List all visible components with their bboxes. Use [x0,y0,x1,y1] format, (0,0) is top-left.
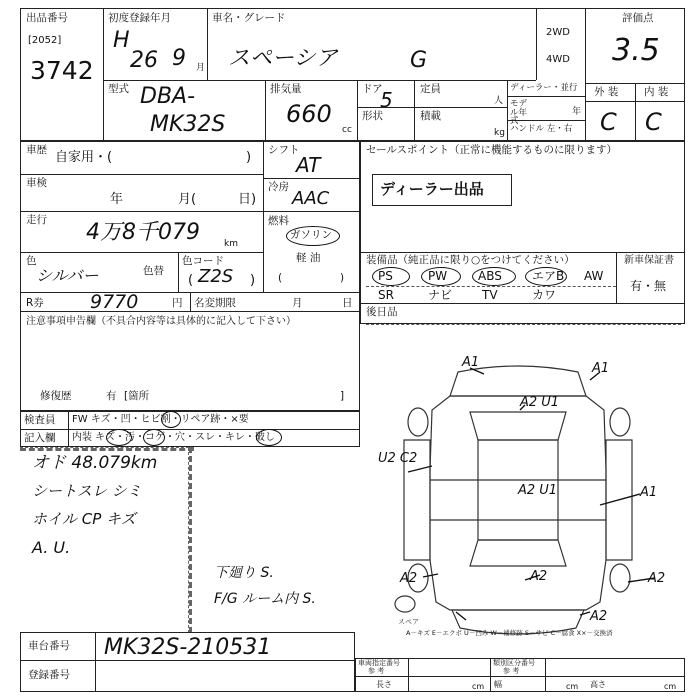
height-label: 高さ [590,680,606,689]
shift-label: シフト [268,144,300,156]
exterior-label: 外 装 [594,86,619,98]
note-underbody: 下廻り S. [214,565,274,581]
fuel-paren-close: ) [340,272,345,284]
lot-number: 3742 [30,56,94,85]
model-label: 型式 [108,83,129,95]
model-line1: DBA- [140,84,196,109]
recycle-unit: 円 [172,297,183,309]
reference-label-1: 参 考 [368,667,385,675]
wheel-rr [610,564,630,592]
equip-pw: PW [428,269,448,283]
fuel-paren-open: ( [278,272,283,284]
car-name: スペーシア [228,46,338,71]
length-cm: cm [472,682,485,691]
doors-value: 5 [380,88,393,112]
displacement-unit: cc [342,125,352,135]
color-value: シルバー [36,266,99,285]
mark-hood: A2 U1 [520,395,560,410]
displacement-label: 排気量 [270,83,302,95]
drive-4wd: 4WD [546,54,570,65]
equip-tv: TV [482,288,498,302]
roof [478,440,558,540]
equipment-label: 装備品（純正品に限り○をつけてください） [366,254,575,266]
chassis-number: MK32S-210531 [104,635,272,660]
repair-close: ] [340,390,345,402]
capacity-label: 定員 [420,83,441,95]
note-wheel: ホイル CP キズ [32,510,136,528]
grade: G [410,48,428,73]
checker-label: 検査員 [24,414,56,426]
chassis-label: 車台番号 [28,640,70,652]
color-code-close: ) [250,273,256,288]
color-code-value: Z2S [198,266,234,287]
inspection-label: 車検 [26,177,47,189]
wheel-fr [610,408,630,436]
classification-label: 類別区分番号 [493,659,535,667]
capacity-unit: 人 [494,96,504,106]
interior-label: 内 装 [644,86,669,98]
designated-label: 車両指定番号 [358,659,400,667]
mark-front-left: A1 [462,355,480,370]
inspection-year: 年 [110,192,124,207]
first-reg-label: 初度登録年月 [108,12,171,24]
rear-glass [470,540,566,566]
name-change-label: 名変期限 [194,297,236,309]
spare-label: スペア [398,618,419,626]
score-value: 3.5 [612,33,660,68]
recycle-amount: 9770 [90,291,139,313]
interior-grade: C [645,108,662,136]
drive-2wd: 2WD [546,27,570,38]
circle-dirt [143,429,165,446]
width-cm: cm [566,682,579,691]
dealer-stamp-text: ディーラー出品 [380,180,484,198]
equip-sr: SR [378,288,394,302]
score-label: 評価点 [622,12,654,24]
circle-dent [161,411,181,428]
reg-year: 26 [130,48,158,73]
mark-rear-glass: A2 [530,569,548,584]
history-value: 自家用・( [55,150,113,165]
car-name-label: 車名・グレード [212,12,286,24]
load-unit: kg [494,128,505,138]
right-side-door [606,440,632,560]
circle-wear [256,429,282,446]
lot-label: 出品番号 [26,12,68,24]
aircon-value: AAC [292,188,330,209]
equip-aw: AW [584,269,604,283]
circle-scratch [106,429,132,446]
note-room: F/G ルーム内 S. [214,591,316,607]
mileage-value: 4万8千079 [86,220,200,245]
load-label: 積載 [420,110,441,122]
displacement-value: 660 [286,100,332,128]
circle-abs [472,267,516,286]
circle-pw [421,267,461,286]
reg-month: 9 [172,46,186,71]
after-seat-label: 後日品 [366,306,398,318]
height-cm: cm [664,682,677,691]
mileage-unit: km [224,239,238,249]
warranty-value: 有・無 [630,279,667,293]
mark-front-right: A1 [592,361,610,376]
fuel-label: 燃料 [268,215,289,227]
name-change-month: 月 [292,297,303,309]
length-label: 長さ [376,680,392,689]
reg-number-label: 登録番号 [28,669,70,681]
color-code-open: ( [188,273,194,288]
inspection-month: 月( [178,192,197,207]
equip-airbag: エアB [532,269,565,283]
mark-left-side: U2 C2 [378,451,418,466]
repair-label: 修復歴 [40,390,72,402]
wheel-rl [408,564,428,592]
inspector-row1: FW キズ・凹・ヒビ割・リペア跡・×要 [72,414,249,425]
fuel-value: ガソリン [290,229,332,241]
mileage-label: 走行 [26,214,47,226]
color-label: 色 [26,255,37,267]
color-code-label: 色コード [182,255,224,267]
name-change-day: 日 [342,297,353,309]
note-seat: シートスレ シミ [32,482,142,500]
reg-era: H [113,28,130,53]
spare-tire [395,596,415,612]
shape-label: 形状 [362,110,383,122]
recycle-label: R券 [26,297,44,309]
lot-code: [2052] [28,35,62,46]
model-year-unit: 年 [572,107,582,117]
equip-leather: カワ [532,288,557,302]
circle-airbag [525,267,567,286]
color-change-label: 色替 [143,265,164,277]
front-bumper [450,366,586,396]
note-odometer: オド 48.079km [32,453,158,473]
dealer-label: ディーラー・並行 [510,83,578,93]
inspection-day: 日) [238,192,257,207]
mark-rear-right: A2 [648,571,666,586]
shift-value: AT [296,153,321,177]
mark-roof: A2 U1 [518,483,558,498]
car-outline [430,396,606,610]
history-close: ) [246,150,252,165]
windshield [470,412,566,440]
repair-value: 有 [106,390,117,402]
model-year-label: モデル年式 [510,99,528,126]
writer-label: 記入欄 [24,432,56,444]
history-label: 車歴 [26,144,47,156]
equipment-row2 [366,286,616,304]
equip-ps: PS [378,269,393,283]
note-au: A. U. [32,538,71,557]
equip-abs: ABS [478,269,502,283]
mark-rear-bumper: A2 [590,609,608,624]
handle-label: ハンドル 左・右 [510,124,573,134]
warranty-label: 新車保証書 [624,255,674,266]
aircon-label: 冷房 [268,181,289,193]
inspector-row2: 内装 キズ・汚・コゲ・穴・スレ・キレ・破し [72,432,275,443]
reg-month-unit: 月 [196,63,206,73]
mark-rear-left: A2 [400,571,418,586]
wheel-fl [408,408,428,436]
fuel-diesel: 軽 油 [296,252,321,264]
notes-label: 注意事項申告欄（不具合内容等は具体的に記入して下さい） [26,316,296,327]
left-side-door [404,440,430,560]
width-label: 幅 [494,680,502,689]
damage-legend: A－キズ E－エクボ U－凹み W－補修跡 S－サビ C－腐食 X×－交換済 [406,629,613,637]
exterior-grade: C [600,108,617,136]
model-line2: MK32S [150,112,226,137]
reference-label-2: 参 考 [503,667,520,675]
mark-right-side: A1 [640,485,658,500]
repair-place: [箇所 [124,390,150,402]
door-label: ドア [362,83,383,95]
circle-ps [372,267,410,286]
sales-point-label: セールスポイント（正常に機能するものに限ります） [366,144,618,156]
equip-navi: ナビ [428,288,453,302]
